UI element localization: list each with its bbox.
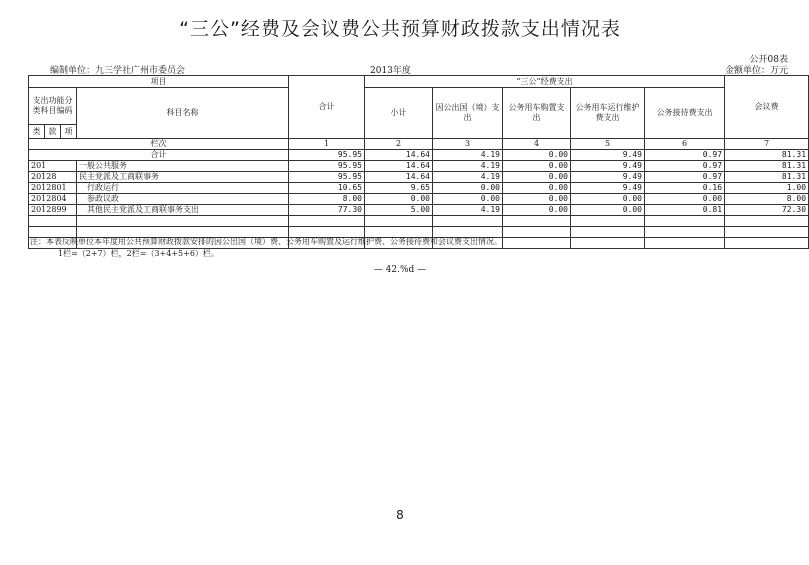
row-name: 民主党派及工商联事务	[77, 172, 289, 183]
cell-reception: 0.16	[645, 183, 725, 194]
header-lei: 类	[29, 125, 45, 139]
col-number: 2	[365, 139, 433, 150]
table-row	[29, 183, 809, 194]
cell-purchase: 0.00	[503, 172, 571, 183]
header-kuan: 款	[45, 125, 61, 139]
cell-total: 95.95	[289, 172, 365, 183]
cell-reception: 0.00	[645, 194, 725, 205]
row-name: 参政议政	[77, 194, 289, 205]
cell-reception: 0.81	[645, 205, 725, 216]
header-purchase: 公务用车购置支出	[503, 88, 571, 139]
cell-operation: 9.49	[571, 183, 645, 194]
cell-purchase: 0.00	[503, 161, 571, 172]
row-name: 合计	[29, 150, 289, 161]
cell-abroad: 0.00	[433, 183, 503, 194]
cell-purchase: 0.00	[503, 150, 571, 161]
cell-reception: 0.97	[645, 150, 725, 161]
cell-subtotal: 5.00	[365, 205, 433, 216]
row-code: 2012801	[29, 183, 77, 194]
cell-operation: 9.49	[571, 172, 645, 183]
row-name: 其他民主党派及工商联事务支出	[77, 205, 289, 216]
cell-meeting: 8.00	[725, 194, 809, 205]
header-project: 项目	[29, 76, 289, 88]
cell-abroad: 4.19	[433, 205, 503, 216]
cell-meeting: 81.31	[725, 150, 809, 161]
cell-meeting: 81.31	[725, 161, 809, 172]
cell-reception: 0.97	[645, 172, 725, 183]
cell-total: 77.30	[289, 205, 365, 216]
header-abroad: 因公出国（境）支出	[433, 88, 503, 139]
cell-abroad: 4.19	[433, 172, 503, 183]
cell-total: 8.00	[289, 194, 365, 205]
cell-operation: 0.00	[571, 205, 645, 216]
fiscal-year: 2013年度	[370, 66, 411, 76]
column-number-row	[29, 139, 809, 150]
cell-subtotal: 14.64	[365, 161, 433, 172]
header-total: 合计	[289, 76, 365, 139]
col-number: 7	[725, 139, 809, 150]
row-code: 201	[29, 161, 77, 172]
amount-unit: 金额单位：万元	[724, 66, 788, 76]
cell-operation: 9.49	[571, 161, 645, 172]
col-number: 5	[571, 139, 645, 150]
cell-subtotal: 9.65	[365, 183, 433, 194]
compiling-unit: 编制单位：九三学社广州市委员会	[50, 66, 186, 76]
cell-operation: 9.49	[571, 150, 645, 161]
cell-operation: 0.00	[571, 194, 645, 205]
table-note: 注：本表反映单位本年度用公共预算财政拨款安排的因公出国（境）费、公务用车购置及运行维护费、公务接待费和会议费支出情况。	[30, 237, 502, 246]
table-row	[29, 194, 809, 205]
col-number: 4	[503, 139, 571, 150]
empty-row	[29, 216, 809, 227]
header-xiang: 项	[61, 125, 77, 139]
header-meeting: 会议费	[725, 76, 809, 139]
cell-total: 95.95	[289, 161, 365, 172]
header-subject-name: 科目名称	[77, 88, 289, 139]
report-title: “三公”经费及会议费公共预算财政拨款支出情况表	[179, 18, 621, 40]
cell-total: 10.65	[289, 183, 365, 194]
row-code: 2012804	[29, 194, 77, 205]
header-func-code: 支出功能分类科目编码	[29, 88, 77, 125]
cell-meeting: 72.30	[725, 205, 809, 216]
cell-meeting: 81.31	[725, 172, 809, 183]
expenditure-table	[28, 75, 809, 249]
header-subtotal: 小计	[365, 88, 433, 139]
cell-abroad: 0.00	[433, 194, 503, 205]
cell-purchase: 0.00	[503, 205, 571, 216]
cell-purchase: 0.00	[503, 194, 571, 205]
form-number: 公开08表	[749, 55, 788, 65]
table-row	[29, 205, 809, 216]
cell-subtotal: 14.64	[365, 172, 433, 183]
cell-reception: 0.97	[645, 161, 725, 172]
header-operation: 公务用车运行维护费支出	[571, 88, 645, 139]
row-name: 行政运行	[77, 183, 289, 194]
cell-abroad: 4.19	[433, 150, 503, 161]
table-note-formula: 1栏=（2+7）栏，2栏=（3+4+5+6）栏。	[58, 249, 219, 258]
col-number: 1	[289, 139, 365, 150]
row-code: 2012899	[29, 205, 77, 216]
cell-abroad: 4.19	[433, 161, 503, 172]
table-row	[29, 172, 809, 183]
header-sangong: “三公”经费支出	[365, 76, 725, 88]
table-row	[29, 150, 809, 161]
cell-purchase: 0.00	[503, 183, 571, 194]
header-reception: 公务接待费支出	[645, 88, 725, 139]
row-name: 一般公共服务	[77, 161, 289, 172]
cell-subtotal: 0.00	[365, 194, 433, 205]
col-order-label: 栏次	[29, 139, 289, 150]
row-code: 20128	[29, 172, 77, 183]
col-number: 6	[645, 139, 725, 150]
col-number: 3	[433, 139, 503, 150]
cell-total: 95.95	[289, 150, 365, 161]
page-number: 8	[396, 508, 404, 522]
cell-meeting: 1.00	[725, 183, 809, 194]
table-row	[29, 161, 809, 172]
page-mark: — 42.%d —	[373, 265, 427, 275]
cell-subtotal: 14.64	[365, 150, 433, 161]
